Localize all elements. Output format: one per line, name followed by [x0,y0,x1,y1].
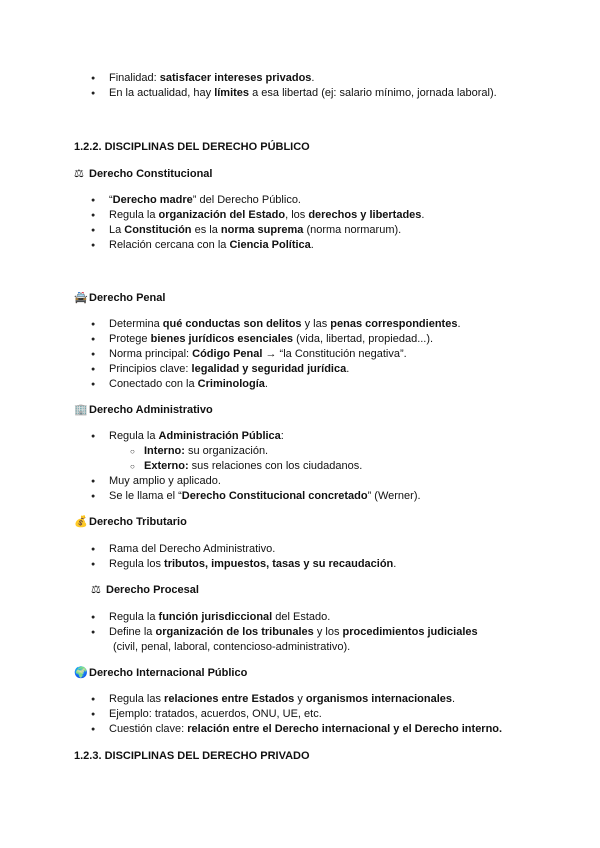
section-heading: 1.2.3. DISCIPLINAS DEL DERECHO PRIVADO [74,750,310,762]
list-item: ● Regula la Administración Pública: [0,429,600,444]
subsection-heading-administrativo: 🏢Derecho Administrativo [74,404,213,416]
subsection-heading-constitucional: ⚖ Derecho Constitucional [74,168,213,180]
office-building-icon: 🏢 [74,404,88,416]
list-item: ● Regula las relaciones entre Estados y organismos internacionales. [0,692,600,707]
tributario-bullet-list [0,542,600,572]
sub-list-item: ○ Interno: su organización. [0,444,600,459]
constitucional-bullet-list [0,193,600,253]
list-item: ● Se le llama el “Derecho Constitucional concretado” (Werner). [0,489,600,504]
list-item: ● En la actualidad, hay límites a esa libertad (ej: salario mínimo, jornada laboral). [0,86,600,101]
list-item: ● Define la organización de los tribunales y los procedimientos judiciales [0,625,600,640]
subsection-heading-procesal: ⚖ Derecho Procesal [91,584,199,596]
intro-bullet-list [0,71,600,101]
subsection-heading-internacional: 🌍Derecho Internacional Público [74,667,248,679]
list-item: ● “Derecho madre” del Derecho Público. [0,193,600,208]
list-item: ● Ejemplo: tratados, acuerdos, ONU, UE, etc. [0,707,600,722]
list-item-continuation: (civil, penal, laboral, contencioso-administrativo). [113,641,351,653]
list-item: ● Muy amplio y aplicado. [0,474,600,489]
scales-icon: ⚖ [91,584,101,596]
penal-bullet-list [0,317,600,392]
list-item: ● La Constitución es la norma suprema (norma normarum). [0,223,600,238]
money-bag-icon: 💰 [74,516,88,528]
sub-list-item: ○ Externo: sus relaciones con los ciudadanos. [0,459,600,474]
list-item: ● Finalidad: satisfacer intereses privados. [0,71,600,86]
list-item: ● Norma principal: Código Penal → “la Constitución negativa”. [0,347,600,362]
internacional-bullet-list [0,692,600,737]
list-item: ● Determina qué conductas son delitos y las penas correspondientes. [0,317,600,332]
globe-icon: 🌍 [74,667,88,679]
administrativo-bullet-list [0,429,600,504]
list-item: ● Relación cercana con la Ciencia Política. [0,238,600,253]
subsection-heading-penal: 🚔Derecho Penal [74,292,166,304]
list-item: ● Regula la función jurisdiccional del Estado. [0,610,600,625]
list-item: ● Protege bienes jurídicos esenciales (vida, libertad, propiedad...). [0,332,600,347]
list-item: ● Cuestión clave: relación entre el Derecho internacional y el Derecho interno. [0,722,600,737]
subsection-heading-tributario: 💰Derecho Tributario [74,516,187,528]
police-car-icon: 🚔 [74,292,88,304]
list-item: ● Regula la organización del Estado, los derechos y libertades. [0,208,600,223]
list-item: ● Regula los tributos, impuestos, tasas y su recaudación. [0,557,600,572]
list-item: ● Conectado con la Criminología. [0,377,600,392]
list-item: ● Rama del Derecho Administrativo. [0,542,600,557]
list-item: ● Principios clave: legalidad y seguridad jurídica. [0,362,600,377]
scales-icon: ⚖ [74,168,84,180]
procesal-bullet-list [0,610,600,655]
section-heading: 1.2.2. DISCIPLINAS DEL DERECHO PÚBLICO [74,141,310,153]
